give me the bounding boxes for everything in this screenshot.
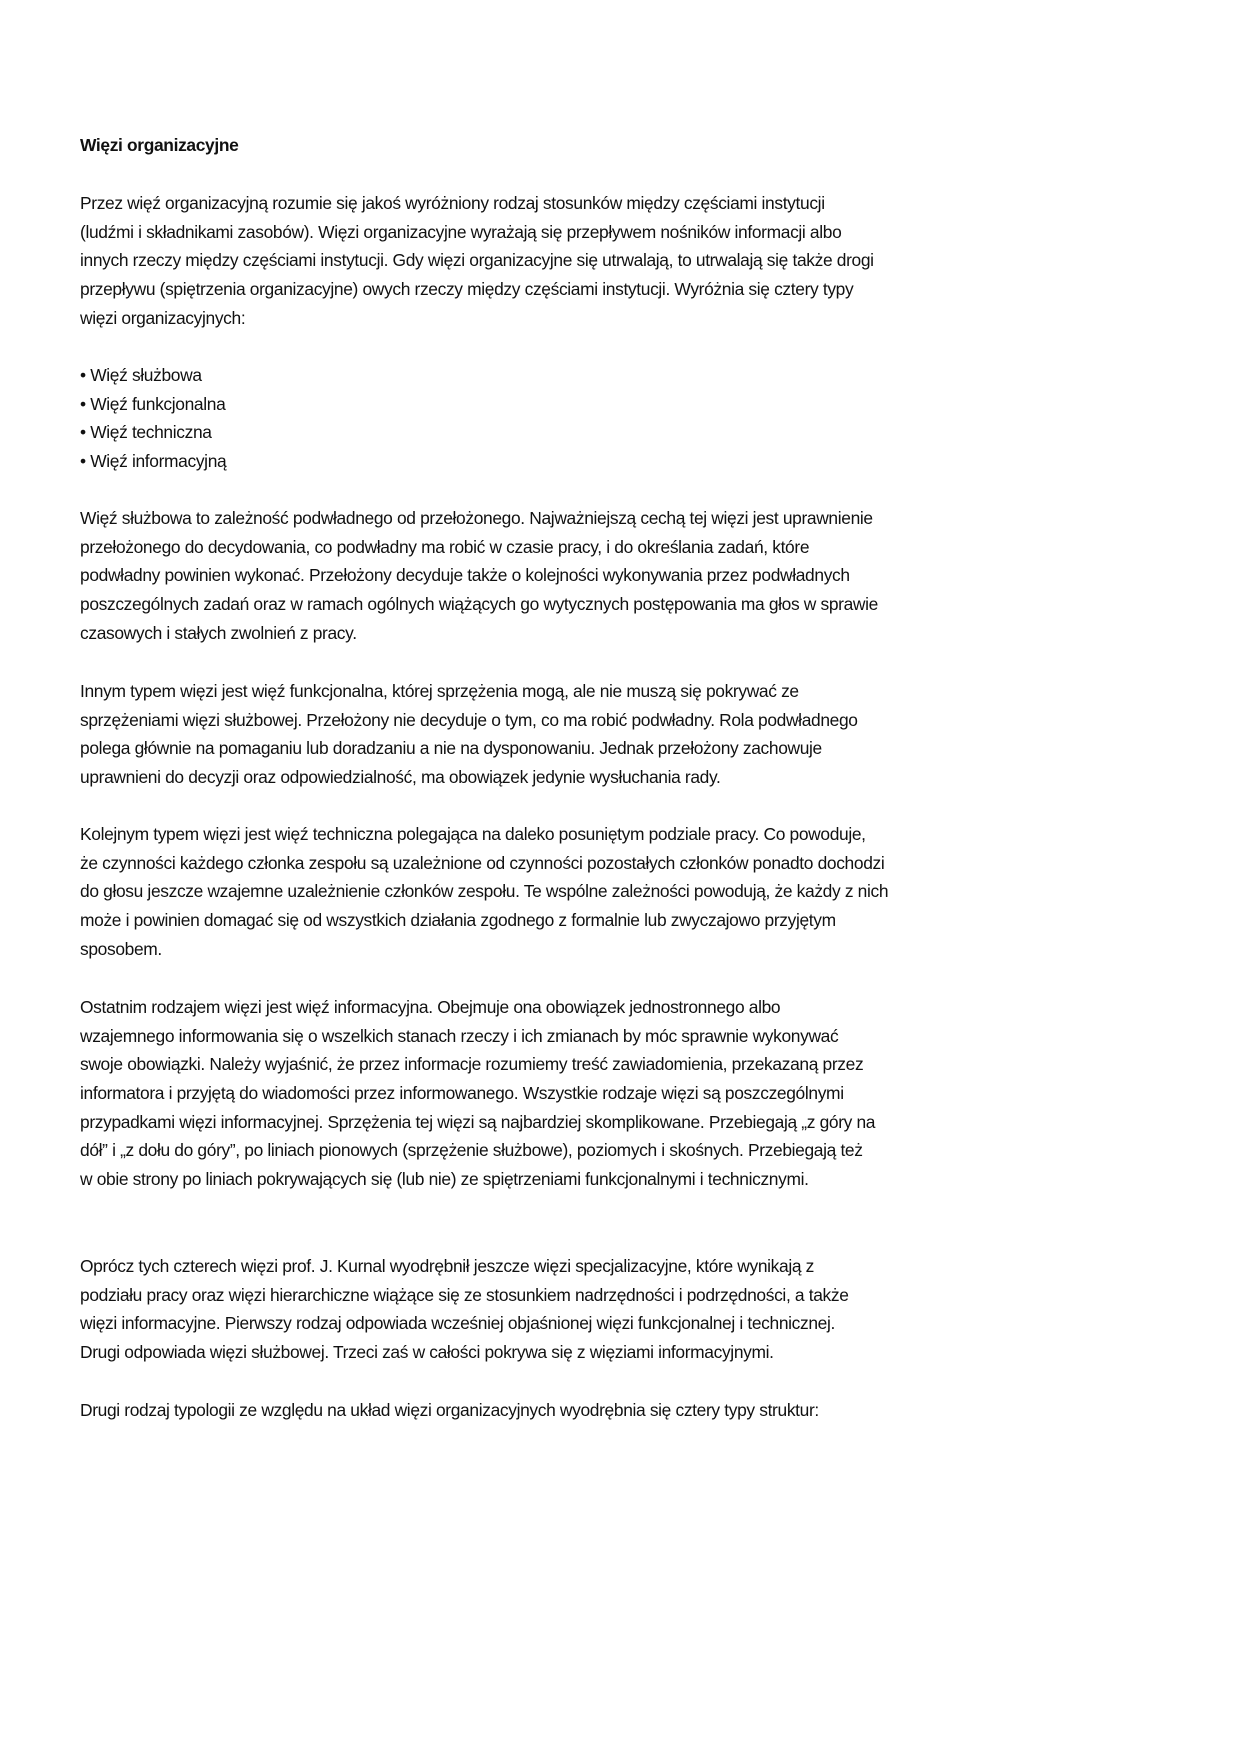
text-line: (ludźmi i składnikami zasobów). Więzi organizacyjne wyrażają się przepływem nośników informacji albo	[80, 221, 842, 242]
text-line: Innym typem więzi jest więź funkcjonalna, której sprzężenia mogą, ale nie muszą się pokrywać ze	[80, 681, 799, 701]
paragraph-typologia	[80, 1396, 1080, 1425]
text-line: sposobem.	[80, 938, 162, 959]
text-line: przypadkami więzi informacyjnej. Sprzężenia tej więzi są najbardziej skomplikowane. Przebiegają „z góry na	[80, 1111, 876, 1132]
paragraph-kurnal	[80, 1252, 1080, 1367]
text-line: Drugi rodzaj typologii ze względu na układ więzi organizacyjnych wyodrębnia się cztery typy struktur:	[80, 1400, 819, 1420]
text-line: dół” i „z dołu do góry”, po liniach pionowych (sprzężenie służbowe), poziomych i skośnych. Przebiegają też	[80, 1140, 863, 1161]
text-line: sprzężeniami więzi służbowej. Przełożony nie decyduje o tym, co ma robić podwładny. Rola podwładnego	[80, 709, 858, 730]
list-item: • Więź techniczna	[80, 422, 212, 443]
text-line: Przez więź organizacyjną rozumie się jakoś wyróżniony rodzaj stosunków między częściami instytucji	[80, 193, 825, 213]
text-line: czasowych i stałych zwolnień z pracy.	[80, 622, 357, 643]
text-line: Oprócz tych czterech więzi prof. J. Kurnal wyodrębnił jeszcze więzi specjalizacyjne, które wynikają z	[80, 1256, 814, 1276]
text-line: wzajemnego informowania się o wszelkich stanach rzeczy i ich zmianach by móc sprawnie wykonywać	[80, 1025, 839, 1046]
text-line: podwładny powinien wykonać. Przełożony decyduje także o kolejności wykonywania przez podwładnych	[80, 565, 850, 586]
text-line: polega głównie na pomaganiu lub doradzaniu a nie na dysponowaniu. Jednak przełożony zachowuje	[80, 738, 822, 759]
text-line: poszczególnych zadań oraz w ramach ogólnych wiążących go wytycznych postępowania ma głos w sprawie	[80, 594, 878, 615]
text-line: Więź służbowa to zależność podwładnego od przełożonego. Najważniejszą cechą tej więzi jest uprawnienie	[80, 508, 873, 528]
text-line: w obie strony po liniach pokrywających się (lub nie) ze spiętrzeniami funkcjonalnymi i technicznymi.	[80, 1169, 809, 1190]
text-line: Kolejnym typem więzi jest więź techniczna polegająca na daleko posuniętym podziale pracy. Co powoduje,	[80, 824, 866, 844]
paragraph-funkcjonalna	[80, 677, 1080, 792]
text-line: swoje obowiązki. Należy wyjaśnić, że przez informacje rozumiemy treść zawiadomienia, przekazaną przez	[80, 1054, 864, 1075]
document-title: Więzi organizacyjne	[80, 135, 239, 155]
paragraph-techniczna	[80, 820, 1080, 963]
text-line: więzi organizacyjnych:	[80, 307, 246, 328]
document-title-block	[80, 131, 1080, 160]
text-line: informatora i przyjętą do wiadomości przez informowanego. Wszystkie rodzaje więzi są poszczególnymi	[80, 1083, 844, 1104]
text-line: Ostatnim rodzajem więzi jest więź informacyjna. Obejmuje ona obowiązek jednostronnego albo	[80, 997, 781, 1017]
text-line: innych rzeczy między częściami instytucji. Gdy więzi organizacyjne się utrwalają, to utrwalają się także drogi	[80, 250, 874, 271]
list-item: • Więź informacyjną	[80, 451, 227, 472]
text-line: może i powinien domagać się od wszystkich działania zgodnego z formalnie lub zwyczajowo przyjętym	[80, 910, 836, 931]
paragraph-intro	[80, 189, 1080, 332]
list-item: • Więź funkcjonalna	[80, 393, 226, 414]
text-line: że czynności każdego członka zespołu są uzależnione od czynności pozostałych członków ponadto dochodzi	[80, 852, 885, 873]
paragraph-sluzbowa	[80, 504, 1080, 647]
text-line: przełożonego do decydowania, co podwładny ma robić w czasie pracy, i do określania zadań, które	[80, 536, 810, 557]
list-item: • Więź służbowa	[80, 365, 202, 385]
text-line: więzi informacyjne. Pierwszy rodzaj odpowiada wcześniej objaśnionej więzi funkcjonalnej i technicznej.	[80, 1313, 835, 1334]
text-line: przepływu (spiętrzenia organizacyjne) owych rzeczy między częściami instytucji. Wyróżnia się cztery typy	[80, 279, 854, 300]
text-line: uprawnieni do decyzji oraz odpowiedzialność, ma obowiązek jedynie wysłuchania rady.	[80, 767, 721, 788]
text-line: do głosu jeszcze wzajemne uzależnienie członków zespołu. Te wspólne zależności powodują, że każdy z nich	[80, 881, 889, 902]
bullet-list	[80, 361, 1080, 476]
text-line: Drugi odpowiada więzi służbowej. Trzeci zaś w całości pokrywa się z więziami informacyjnymi.	[80, 1342, 774, 1363]
paragraph-informacyjna	[80, 993, 1080, 1194]
text-line: podziału pracy oraz więzi hierarchiczne wiążące się ze stosunkiem nadrzędności i podrzędności, a także	[80, 1284, 849, 1305]
